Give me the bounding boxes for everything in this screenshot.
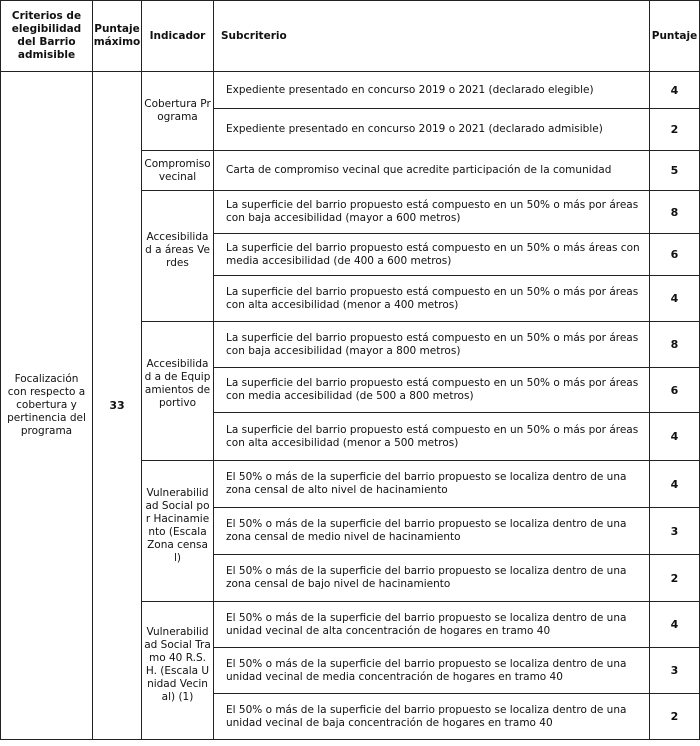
header-row <box>1 1 700 72</box>
subcriterio: La superficie del barrio propuesto está compuesto en un 50% o más por áreas con baja accesibilidad (mayor a 800 metros) <box>214 322 650 368</box>
indicador-cobertura: Cobertura Programa <box>142 72 214 151</box>
score-value: 3 <box>650 508 700 555</box>
header-puntaje-maximo: Puntaje máximo <box>93 1 142 72</box>
header-subcriterio: Subcriterio <box>214 1 650 72</box>
score-value: 4 <box>650 602 700 648</box>
header-criterio: Criterios de elegibilidad del Barrio admisible <box>1 1 93 72</box>
score-value: 6 <box>650 368 700 413</box>
puntaje-maximo-value: 33 <box>93 72 142 740</box>
score-value: 6 <box>650 234 700 276</box>
score-value: 2 <box>650 694 700 740</box>
subcriterio: El 50% o más de la superficie del barrio propuesto se localiza dentro de una zona censal de bajo nivel de hacinamiento <box>214 555 650 602</box>
score-value: 2 <box>650 555 700 602</box>
subcriterio: El 50% o más de la superficie del barrio propuesto se localiza dentro de una zona censal de medio nivel de hacinamiento <box>214 508 650 555</box>
table-row <box>1 72 700 109</box>
subcriterio: El 50% o más de la superficie del barrio propuesto se localiza dentro de una unidad vecinal de media concentración de hogares en tramo 40 <box>214 648 650 694</box>
score-value: 4 <box>650 72 700 109</box>
subcriterio: El 50% o más de la superficie del barrio propuesto se localiza dentro de una unidad vecinal de alta concentración de hogares en tramo 40 <box>214 602 650 648</box>
subcriterio: Expediente presentado en concurso 2019 o 2021 (declarado admisible) <box>214 109 650 151</box>
subcriterio: La superficie del barrio propuesto está compuesto en un 50% o más por áreas con alta accesibilidad (menor a 400 metros) <box>214 276 650 322</box>
subcriterio: Expediente presentado en concurso 2019 o 2021 (declarado elegible) <box>214 72 650 109</box>
score-value: 4 <box>650 413 700 461</box>
subcriterio: La superficie del barrio propuesto está compuesto en un 50% o más por áreas con baja accesibilidad (mayor a 600 metros) <box>214 191 650 234</box>
subcriterio: Carta de compromiso vecinal que acredite participación de la comunidad <box>214 151 650 191</box>
indicador-areas-verdes: Accesibilidad a áreas Verdes <box>142 191 214 322</box>
indicador-equipamientos: Accesibilidad a de Equipamientos deportivo <box>142 322 214 461</box>
score-value: 3 <box>650 648 700 694</box>
subcriterio: El 50% o más de la superficie del barrio propuesto se localiza dentro de una unidad vecinal de baja concentración de hogares en tramo 40 <box>214 694 650 740</box>
score-value: 5 <box>650 151 700 191</box>
criterio-label: Focalización con respecto a cobertura y pertinencia del programa <box>1 72 93 740</box>
score-value: 8 <box>650 191 700 234</box>
subcriterio: La superficie del barrio propuesto está compuesto en un 50% o más áreas con media accesibilidad (de 400 a 600 metros) <box>214 234 650 276</box>
indicador-hacinamiento: Vulnerabilidad Social por Hacinamiento (Escala Zona censal) <box>142 461 214 602</box>
subcriterio: El 50% o más de la superficie del barrio propuesto se localiza dentro de una zona censal de alto nivel de hacinamiento <box>214 461 650 508</box>
score-value: 2 <box>650 109 700 151</box>
score-value: 8 <box>650 322 700 368</box>
indicador-tramo-40: Vulnerabilidad Social Tramo 40 R.S.H. (Escala Unidad Vecinal) (1) <box>142 602 214 740</box>
indicador-compromiso: Compromiso vecinal <box>142 151 214 191</box>
header-indicador: Indicador <box>142 1 214 72</box>
subcriterio: La superficie del barrio propuesto está compuesto en un 50% o más por áreas con alta accesibilidad (menor a 500 metros) <box>214 413 650 461</box>
score-value: 4 <box>650 276 700 322</box>
header-puntaje: Puntaje <box>650 1 700 72</box>
subcriterio: La superficie del barrio propuesto está compuesto en un 50% o más por áreas con media accesibilidad (de 500 a 800 metros) <box>214 368 650 413</box>
score-value: 4 <box>650 461 700 508</box>
